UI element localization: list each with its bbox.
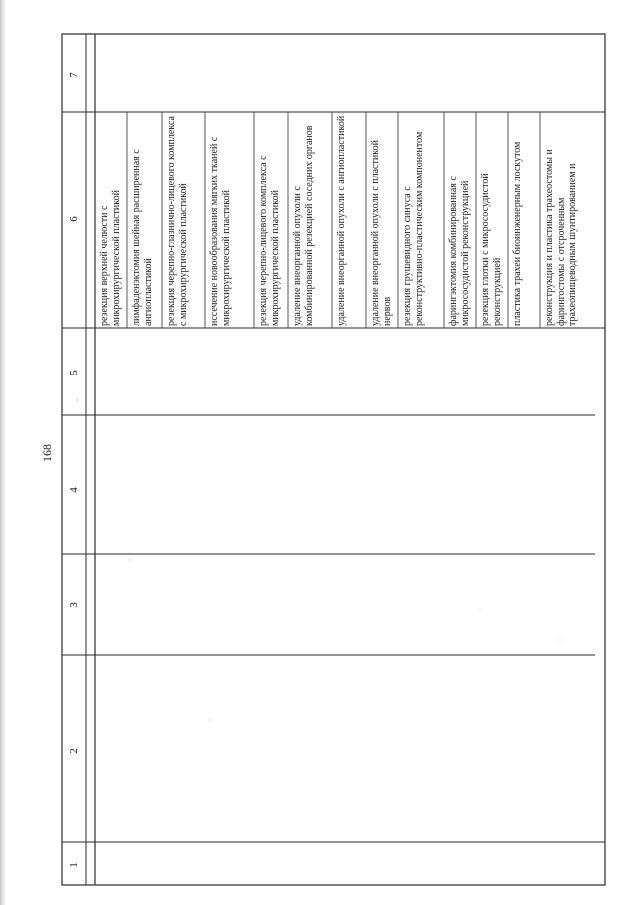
col6-item: удаление внеорганной опухоли с ангиопластикой (336, 115, 347, 326)
column-number-7: 7 (68, 72, 80, 78)
col6-item: реконструкция и пластика трахеостомы и фарингостомы с отсроченным трахеопищеводным шунтированием и (544, 149, 578, 326)
column-number-2: 2 (68, 748, 80, 754)
col6-item: резекция глотки с микрососудистой реконструкцией (480, 173, 503, 326)
column-number-6: 6 (68, 216, 80, 222)
column-number-1: 1 (68, 862, 80, 868)
col6-item: лимфаденэктомия шейная расширенная с ангиопластикой (131, 149, 154, 326)
column-number-3: 3 (68, 602, 80, 608)
col6-item: резекция черепно-лицевого комплекса с микрохирургической пластикой (258, 155, 281, 326)
col6-item: удаление внеорганной опухоли с комбинированной резекцией соседних органов (292, 125, 315, 326)
column-number-4: 4 (68, 487, 80, 493)
col6-item: удаление внеорганной опухоли с пластикой нервов (370, 140, 393, 326)
column-number-5: 5 (68, 370, 80, 376)
page-number: 168 (40, 444, 54, 462)
col6-item: резекция грушевидного синуса с реконструктивно-пластическим компонентом (402, 131, 425, 326)
col6-item: резекция верхней челюсти с микрохирургической пластикой (99, 190, 122, 326)
col6-item: пластика трахеи биоинженерным лоскутом (512, 141, 523, 326)
col6-item: иссечение новообразования мягких тканей с микрохирургической пластикой (209, 136, 232, 326)
col6-item: фарингэктомия комбинированная с микрососудистой реконструкцией (448, 176, 471, 326)
col6-item: резекция черепно-глазнично-лицевого комплекса с микрохирургической пластикой (166, 116, 189, 326)
